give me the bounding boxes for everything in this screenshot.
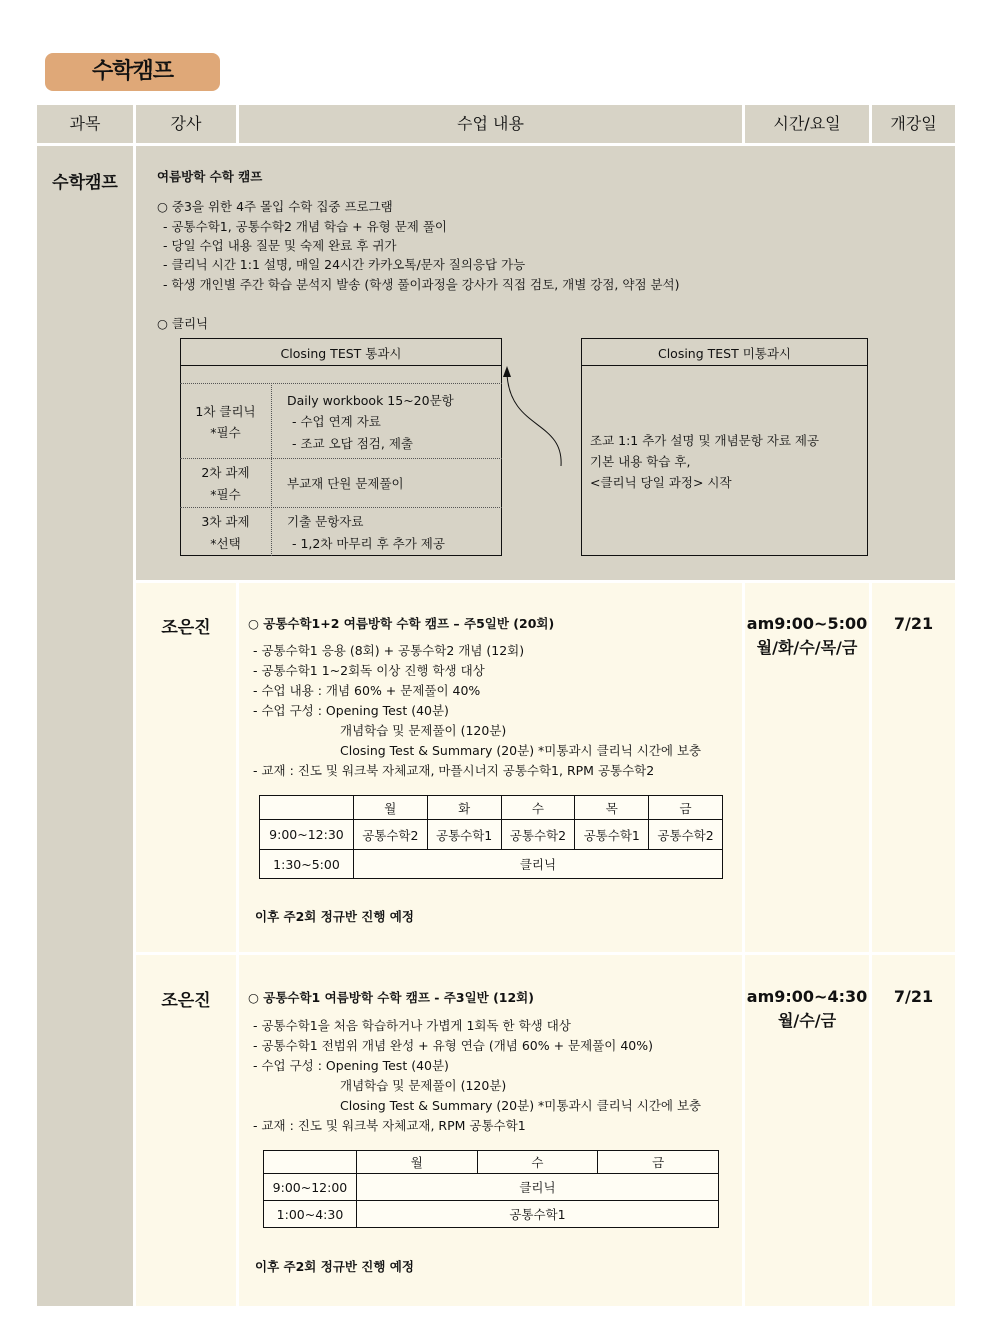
row-content: 기출 문항자료 xyxy=(287,514,364,529)
course-days: 월/화/수/목/금 xyxy=(756,638,858,657)
fail-box-title: Closing TEST 미통과시 xyxy=(657,346,792,361)
schedule-cell: 공통수학2 xyxy=(501,820,575,850)
schedule-table xyxy=(259,795,723,879)
schedule-cell: 공통수학1 xyxy=(356,1201,718,1228)
course-line: - 수업 내용 : 개념 60% + 문제풀이 40% xyxy=(253,683,481,698)
page-title: 수학캠프 xyxy=(45,53,220,91)
row-content: Daily workbook 15~20문항 xyxy=(287,393,454,408)
course-title: ○ 공통수학1+2 여름방학 수학 캠프 – 주5일반 (20회) xyxy=(248,616,555,631)
intro-main-bullet: ○ 중3을 위한 4주 몰입 수학 집중 프로그램 xyxy=(157,199,393,214)
row-label: 2차 과제 xyxy=(201,465,250,480)
course-cell xyxy=(872,583,955,952)
divider xyxy=(581,365,868,366)
row-content: - 수업 연계 자료 xyxy=(292,414,381,429)
schedule-day: 수 xyxy=(501,796,575,820)
schedule-cell: 클리닉 xyxy=(353,850,722,879)
schedule-cell: 공통수학2 xyxy=(353,820,427,850)
fail-box-line: 기본 내용 학습 후, xyxy=(590,454,691,469)
schedule-corner xyxy=(264,1151,357,1174)
course-line: - 교재 : 진도 및 워크북 자체교재, RPM 공통수학1 xyxy=(253,1118,526,1133)
course-line: - 공통수학1 전범위 개념 완성 + 유형 연습 (개념 60% + 문제풀이 40%) xyxy=(253,1038,653,1053)
subject-name: 수학캠프 xyxy=(52,173,118,193)
intro-line: - 학생 개인별 주간 학습 분석지 발송 (학생 풀이과정을 강사가 직접 검토, 개별 강점, 약점 분석) xyxy=(163,277,680,292)
course-time: am9:00~5:00 xyxy=(746,614,868,633)
schedule-day: 수 xyxy=(477,1151,598,1174)
header-time: 시간/요일 xyxy=(745,105,869,143)
course-line: - 교재 : 진도 및 워크북 자체교재, 마플시너지 공통수학1, RPM 공통수학2 xyxy=(253,763,655,778)
schedule-time: 9:00~12:00 xyxy=(264,1174,357,1201)
row-label: *필수 xyxy=(210,487,241,502)
schedule-day: 화 xyxy=(427,796,501,820)
course-line: - 수업 구성 : Opening Test (40분) xyxy=(253,1058,449,1073)
fail-box-line: 조교 1:1 추가 설명 및 개념문항 자료 제공 xyxy=(590,433,820,448)
schedule-day: 목 xyxy=(575,796,649,820)
header-content: 수업 내용 xyxy=(239,105,742,143)
schedule-cell: 공통수학2 xyxy=(649,820,723,850)
course-line: 개념학습 및 문제풀이 (120분) xyxy=(340,723,507,738)
intro-line: - 클리닉 시간 1:1 설명, 매일 24시간 카카오톡/문자 질의응답 가능 xyxy=(163,257,526,272)
course-note: 이후 주2회 정규반 진행 예정 xyxy=(255,909,414,924)
schedule-time: 9:00~12:30 xyxy=(260,820,354,850)
schedule-cell: 공통수학1 xyxy=(575,820,649,850)
course-days: 월/수/금 xyxy=(777,1011,837,1030)
row-content: - 1,2차 마무리 후 추가 제공 xyxy=(292,536,445,551)
row-label: 3차 과제 xyxy=(201,514,250,529)
clinic-label: ○ 클리닉 xyxy=(157,316,209,331)
row-label: 1차 클리닉 xyxy=(195,404,256,419)
schedule-day: 금 xyxy=(649,796,723,820)
course-time: am9:00~4:30 xyxy=(746,987,868,1006)
schedule-cell: 공통수학1 xyxy=(427,820,501,850)
header-subject: 과목 xyxy=(37,105,133,143)
schedule-time: 1:00~4:30 xyxy=(264,1201,357,1228)
schedule-day: 월 xyxy=(356,1151,477,1174)
intro-heading: 여름방학 수학 캠프 xyxy=(157,169,263,184)
pass-box-title: Closing TEST 통과시 xyxy=(280,346,402,361)
course-cell xyxy=(136,583,236,952)
fail-box-line: <클리닉 당일 과정> 시작 xyxy=(590,475,732,490)
course-note: 이후 주2회 정규반 진행 예정 xyxy=(255,1259,414,1274)
schedule-table xyxy=(263,1150,719,1228)
row-content: - 조교 오답 점검, 제출 xyxy=(292,436,413,451)
course-line: - 수업 구성 : Opening Test (40분) xyxy=(253,703,449,718)
row-content: 부교재 단원 문제풀이 xyxy=(287,476,404,491)
course-line: - 공통수학1 1~2회독 이상 진행 학생 대상 xyxy=(253,663,485,678)
course-title: ○ 공통수학1 여름방학 수학 캠프 - 주3일반 (12회) xyxy=(248,990,534,1005)
header-start: 개강일 xyxy=(872,105,955,143)
course-line: - 공통수학1 응용 (8회) + 공통수학2 개념 (12회) xyxy=(253,643,525,658)
schedule-time: 1:30~5:00 xyxy=(260,850,354,879)
course-start-date: 7/21 xyxy=(893,987,934,1006)
course-line: - 공통수학1을 처음 학습하거나 가볍게 1회독 한 학생 대상 xyxy=(253,1018,571,1033)
schedule-day: 월 xyxy=(353,796,427,820)
instructor-name: 조은진 xyxy=(161,618,211,638)
course-start-date: 7/21 xyxy=(893,614,934,633)
instructor-name: 조은진 xyxy=(161,991,211,1011)
intro-line: - 당일 수업 내용 질문 및 숙제 완료 후 귀가 xyxy=(163,238,397,253)
course-line: 개념학습 및 문제풀이 (120분) xyxy=(340,1078,507,1093)
header-instructor: 강사 xyxy=(136,105,236,143)
course-line: Closing Test & Summary (20분) *미통과시 클리닉 시간에 보충 xyxy=(340,1098,702,1113)
schedule-day: 금 xyxy=(598,1151,719,1174)
intro-line: - 공통수학1, 공통수학2 개념 학습 + 유형 문제 풀이 xyxy=(163,219,448,234)
schedule-corner xyxy=(260,796,354,820)
schedule-cell: 클리닉 xyxy=(356,1174,718,1201)
row-label: *선택 xyxy=(210,536,241,551)
row-label: *필수 xyxy=(210,425,241,440)
course-line: Closing Test & Summary (20분) *미통과시 클리닉 시간에 보충 xyxy=(340,743,702,758)
